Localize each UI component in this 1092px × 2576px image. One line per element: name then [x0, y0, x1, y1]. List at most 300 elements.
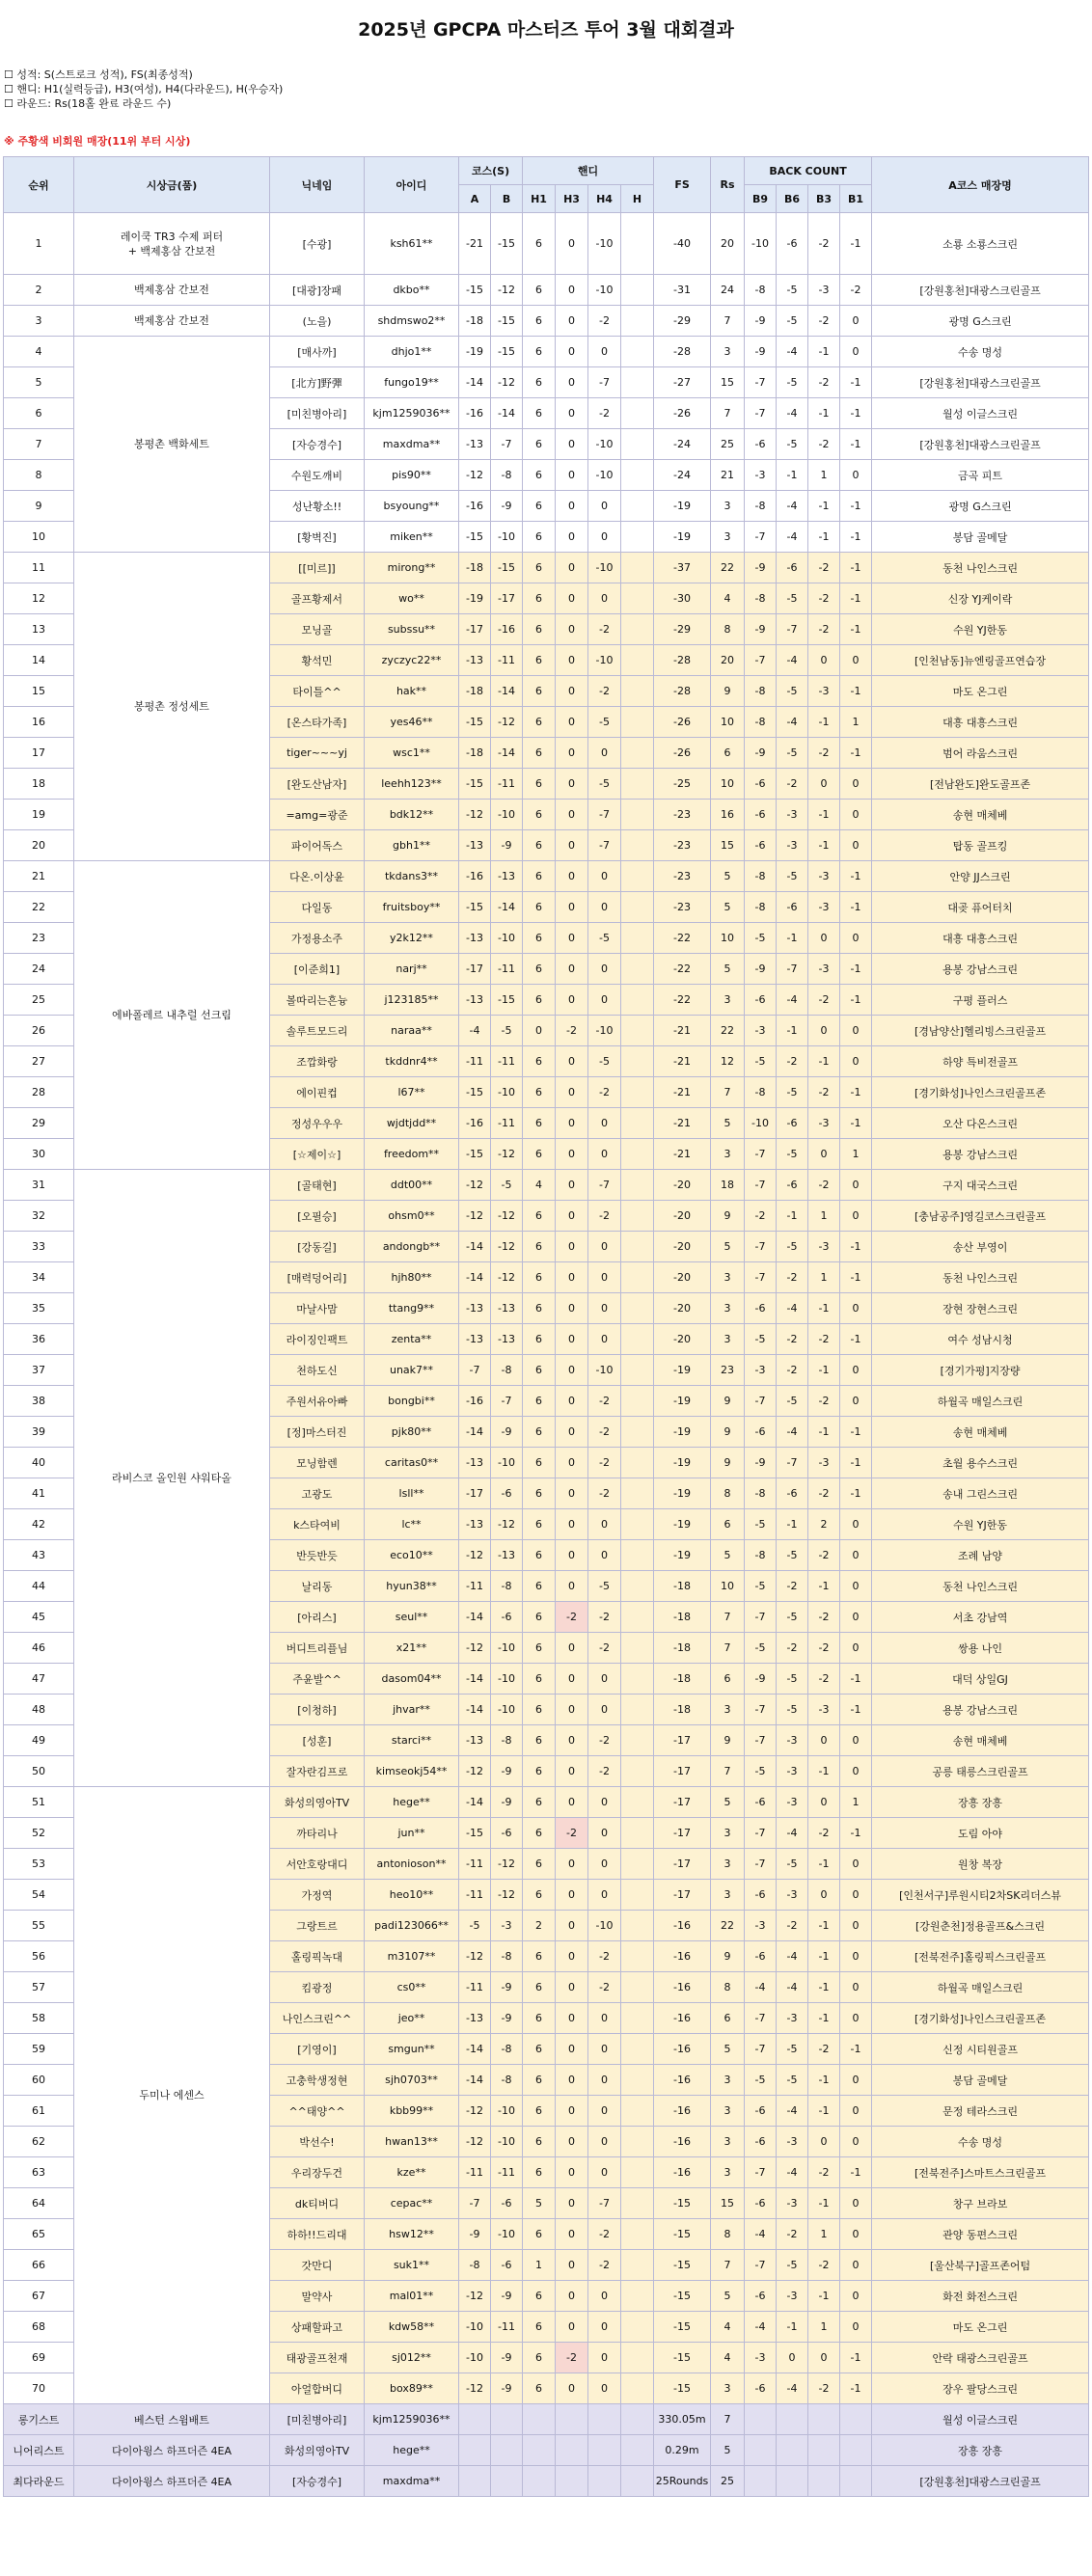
nickname-cell: 성난황소!!	[270, 491, 365, 522]
final-score-cell: -19	[654, 491, 711, 522]
store-cell: 송산 부영이	[872, 1232, 1089, 1262]
nickname-cell: 잘자란김프로	[270, 1756, 365, 1787]
handi-h-cell	[621, 1355, 654, 1386]
user-id-cell: l67**	[365, 1077, 459, 1108]
store-cell: 장흥 장흥	[872, 1787, 1089, 1818]
header-fs: FS	[654, 157, 711, 213]
backcount-b1-cell: 0	[840, 1509, 872, 1540]
store-cell: 장현 장현스크린	[872, 1293, 1089, 1324]
handi-h4-cell: -5	[588, 1571, 621, 1602]
handi-h-cell	[621, 707, 654, 738]
rank-cell: 47	[4, 1664, 74, 1695]
backcount-b1-cell: -1	[840, 553, 872, 583]
user-id-cell: leehh123**	[365, 769, 459, 800]
backcount-b3-cell: -2	[808, 1818, 840, 1849]
empty-cell	[621, 2404, 654, 2435]
rank-cell: 44	[4, 1571, 74, 1602]
backcount-b9-cell: -7	[745, 398, 777, 429]
score-b-cell: -15	[491, 213, 523, 275]
prize-cell	[74, 553, 270, 861]
handi-h1-cell: 6	[523, 2034, 556, 2065]
backcount-b6-cell: -4	[777, 1818, 808, 1849]
backcount-b9-cell: -7	[745, 2157, 777, 2188]
final-score-cell: -17	[654, 1756, 711, 1787]
score-b-cell: -12	[491, 1262, 523, 1293]
backcount-b1-cell: 0	[840, 769, 872, 800]
backcount-b1-cell: -1	[840, 1324, 872, 1355]
nickname-cell: [매사까]	[270, 337, 365, 367]
handi-h-cell	[621, 306, 654, 337]
rank-cell: 1	[4, 213, 74, 275]
backcount-b3-cell: 0	[808, 1787, 840, 1818]
backcount-b1-cell: -1	[840, 861, 872, 892]
backcount-b6-cell: -5	[777, 1540, 808, 1571]
backcount-b1-cell: 0	[840, 2003, 872, 2034]
score-a-cell: -9	[459, 2219, 491, 2250]
final-score-cell: -22	[654, 954, 711, 985]
empty-cell	[621, 2435, 654, 2466]
backcount-b9-cell: -5	[745, 1756, 777, 1787]
handi-h1-cell: 6	[523, 676, 556, 707]
backcount-b9-cell: -5	[745, 1509, 777, 1540]
score-b-cell: -5	[491, 1170, 523, 1201]
rank-cell: 3	[4, 306, 74, 337]
handi-h3-cell: 0	[556, 398, 588, 429]
user-id-cell: padi123066**	[365, 1911, 459, 1941]
backcount-b1-cell: -1	[840, 1664, 872, 1695]
empty-cell	[491, 2466, 523, 2497]
handi-h3-cell: 0	[556, 1478, 588, 1509]
nickname-cell: 킴광정	[270, 1972, 365, 2003]
final-score-cell: -17	[654, 1787, 711, 1818]
backcount-b3-cell: -3	[808, 1232, 840, 1262]
store-cell: 창구 브라보	[872, 2188, 1089, 2219]
store-cell: 마도 온그린	[872, 2312, 1089, 2343]
empty-cell	[459, 2466, 491, 2497]
handi-h1-cell: 0	[523, 1016, 556, 1046]
rounds-cell: 9	[711, 1386, 745, 1417]
rank-cell: 50	[4, 1756, 74, 1787]
prize-label: 봉평촌 백화세트	[134, 438, 209, 450]
handi-h-cell	[621, 429, 654, 460]
rounds-cell: 3	[711, 2096, 745, 2127]
rounds-cell: 5	[711, 1787, 745, 1818]
handi-h-cell	[621, 676, 654, 707]
rounds-cell: 3	[711, 2065, 745, 2096]
nickname-cell: [완도산남자]	[270, 769, 365, 800]
handi-h4-cell: 0	[588, 1787, 621, 1818]
score-a-cell: -18	[459, 676, 491, 707]
backcount-b6-cell: -1	[777, 1201, 808, 1232]
rounds-cell: 10	[711, 769, 745, 800]
handi-h-cell	[621, 830, 654, 861]
user-id-cell: eco10**	[365, 1540, 459, 1571]
score-a-cell: -11	[459, 2157, 491, 2188]
nickname-cell: 가정용소주	[270, 923, 365, 954]
handi-h3-cell: 0	[556, 2096, 588, 2127]
user-id-cell: maxdma**	[365, 429, 459, 460]
rounds-cell: 7	[711, 1077, 745, 1108]
nickname-cell: 볼따리는흔늉	[270, 985, 365, 1016]
backcount-b6-cell: -4	[777, 645, 808, 676]
handi-h4-cell: 0	[588, 522, 621, 553]
handi-h4-cell: 0	[588, 1293, 621, 1324]
rounds-cell: 23	[711, 1355, 745, 1386]
backcount-b6-cell: -2	[777, 1355, 808, 1386]
handi-h1-cell: 6	[523, 491, 556, 522]
handi-h4-cell: 0	[588, 2312, 621, 2343]
score-b-cell: -9	[491, 2343, 523, 2373]
backcount-b6-cell: -6	[777, 1108, 808, 1139]
backcount-b1-cell: -1	[840, 1108, 872, 1139]
nickname-cell: 솔루트모드리	[270, 1016, 365, 1046]
backcount-b6-cell: -3	[777, 800, 808, 830]
handi-h1-cell: 6	[523, 1633, 556, 1664]
backcount-b1-cell: 0	[840, 2127, 872, 2157]
backcount-b3-cell: -2	[808, 738, 840, 769]
handi-h3-cell: 0	[556, 676, 588, 707]
store-cell: 봉담 골메달	[872, 522, 1089, 553]
handi-h3-cell: -2	[556, 1818, 588, 1849]
backcount-b6-cell: -2	[777, 1911, 808, 1941]
rank-cell: 38	[4, 1386, 74, 1417]
rounds-cell: 4	[711, 2343, 745, 2373]
final-score-cell: -20	[654, 1324, 711, 1355]
rounds-cell: 20	[711, 645, 745, 676]
score-a-cell: -4	[459, 1016, 491, 1046]
rounds-cell: 7	[711, 1602, 745, 1633]
user-id-cell: jun**	[365, 1818, 459, 1849]
nickname-cell: [온스타가족]	[270, 707, 365, 738]
backcount-b9-cell: -9	[745, 954, 777, 985]
nickname-cell: [☆제이☆]	[270, 1139, 365, 1170]
store-cell: 동천 나인스크린	[872, 1262, 1089, 1293]
handi-h1-cell: 6	[523, 1417, 556, 1448]
backcount-b3-cell: -3	[808, 1108, 840, 1139]
header-store: A코스 매장명	[872, 157, 1089, 213]
special-award-row	[4, 2466, 1089, 2497]
score-b-cell: -13	[491, 1293, 523, 1324]
nickname-cell: 천하도신	[270, 1355, 365, 1386]
score-a-cell: -14	[459, 1417, 491, 1448]
handi-h4-cell: 0	[588, 1262, 621, 1293]
backcount-b1-cell: 0	[840, 1972, 872, 2003]
final-score-cell: -31	[654, 275, 711, 306]
score-a-cell: -17	[459, 614, 491, 645]
backcount-b3-cell: -1	[808, 522, 840, 553]
store-cell: 장우 팔당스크린	[872, 2373, 1089, 2404]
score-b-cell: -10	[491, 1664, 523, 1695]
handi-h3-cell: 0	[556, 306, 588, 337]
backcount-b6-cell: -3	[777, 2188, 808, 2219]
backcount-b1-cell: -1	[840, 1695, 872, 1725]
backcount-b9-cell: -4	[745, 1972, 777, 2003]
backcount-b3-cell: -3	[808, 676, 840, 707]
backcount-b9-cell: -5	[745, 1046, 777, 1077]
rounds-cell: 15	[711, 830, 745, 861]
final-score-cell: -17	[654, 1725, 711, 1756]
score-a-cell: -14	[459, 1602, 491, 1633]
rounds-cell: 22	[711, 1911, 745, 1941]
handi-h1-cell: 6	[523, 553, 556, 583]
handi-h4-cell: -2	[588, 2250, 621, 2281]
score-a-cell: -13	[459, 923, 491, 954]
score-b-cell: -7	[491, 429, 523, 460]
store-cell: 신장 YJ케이락	[872, 583, 1089, 614]
rank-cell: 25	[4, 985, 74, 1016]
user-id-cell: kdw58**	[365, 2312, 459, 2343]
backcount-b3-cell: -2	[808, 1540, 840, 1571]
rank-cell: 60	[4, 2065, 74, 2096]
handi-h1-cell: 6	[523, 1046, 556, 1077]
score-b-cell: -12	[491, 1232, 523, 1262]
score-a-cell: -19	[459, 337, 491, 367]
backcount-b1-cell: -1	[840, 429, 872, 460]
rank-cell: 22	[4, 892, 74, 923]
rank-cell: 5	[4, 367, 74, 398]
nickname-cell: ^^태양^^	[270, 2096, 365, 2127]
backcount-b1-cell: 0	[840, 1633, 872, 1664]
handi-h1-cell: 6	[523, 892, 556, 923]
nickname-cell: 말약사	[270, 2281, 365, 2312]
backcount-b9-cell: -9	[745, 553, 777, 583]
nickname-cell: [北方]野彈	[270, 367, 365, 398]
user-id-cell: unak7**	[365, 1355, 459, 1386]
backcount-b6-cell: -4	[777, 1417, 808, 1448]
rounds-cell: 3	[711, 1818, 745, 1849]
handi-h3-cell: -2	[556, 1016, 588, 1046]
score-b-cell: -9	[491, 1787, 523, 1818]
nickname-cell: 태광골프천재	[270, 2343, 365, 2373]
store-cell: 신정 시티원골프	[872, 2034, 1089, 2065]
backcount-b9-cell: -7	[745, 645, 777, 676]
backcount-b3-cell: -2	[808, 2034, 840, 2065]
prize-label: 에바폴레르 내추럴 선크림	[112, 1009, 232, 1021]
store-cell: [충남공주]영길코스크린골프	[872, 1201, 1089, 1232]
backcount-b9-cell: -7	[745, 1695, 777, 1725]
backcount-b3-cell: -2	[808, 1170, 840, 1201]
store-cell: 송현 매체베	[872, 1417, 1089, 1448]
handi-h1-cell: 6	[523, 1725, 556, 1756]
backcount-b9-cell: -7	[745, 1139, 777, 1170]
score-a-cell: -14	[459, 2034, 491, 2065]
backcount-b6-cell: -3	[777, 2003, 808, 2034]
score-b-cell: -9	[491, 2003, 523, 2034]
handi-h3-cell: 0	[556, 738, 588, 769]
backcount-b9-cell: -6	[745, 2281, 777, 2312]
nickname-cell: 수원도깨비	[270, 460, 365, 491]
backcount-b3-cell: -3	[808, 1695, 840, 1725]
rounds-cell: 3	[711, 337, 745, 367]
store-cell: 안락 태광스크린골프	[872, 2343, 1089, 2373]
backcount-b3-cell: -1	[808, 1046, 840, 1077]
nickname-cell: 우리장두건	[270, 2157, 365, 2188]
final-score-cell: -16	[654, 2096, 711, 2127]
handi-h1-cell: 6	[523, 1972, 556, 2003]
store-cell: [강원춘천]정용골프&스크린	[872, 1911, 1089, 1941]
handi-h3-cell: 0	[556, 645, 588, 676]
handi-h1-cell: 6	[523, 306, 556, 337]
backcount-b6-cell: -4	[777, 2157, 808, 2188]
store-cell: 수원 YJ한동	[872, 614, 1089, 645]
store-cell: 광명 G스크린	[872, 306, 1089, 337]
store-cell: 수송 명성	[872, 2127, 1089, 2157]
handi-h3-cell: 0	[556, 2065, 588, 2096]
backcount-b1-cell: 0	[840, 1602, 872, 1633]
backcount-b1-cell: -1	[840, 738, 872, 769]
backcount-b1-cell: -1	[840, 398, 872, 429]
rounds-cell: 15	[711, 367, 745, 398]
prize-cell	[74, 337, 270, 553]
rank-cell: 57	[4, 1972, 74, 2003]
user-id-cell: jeo**	[365, 2003, 459, 2034]
handi-h3-cell: 0	[556, 1633, 588, 1664]
user-id-cell: pis90**	[365, 460, 459, 491]
rank-cell: 62	[4, 2127, 74, 2157]
handi-h-cell	[621, 1324, 654, 1355]
handi-h4-cell: 0	[588, 1324, 621, 1355]
backcount-b9-cell: -8	[745, 707, 777, 738]
final-score-cell: -16	[654, 1911, 711, 1941]
handi-h-cell	[621, 1941, 654, 1972]
header-prize: 시상금(품)	[74, 157, 270, 213]
prize-label: 백제홍삼 간보전	[134, 314, 209, 327]
user-id-cell: bdk12**	[365, 800, 459, 830]
backcount-b3-cell: 0	[808, 645, 840, 676]
score-b-cell: -3	[491, 1911, 523, 1941]
handi-h3-cell: 0	[556, 830, 588, 861]
backcount-b1-cell: -1	[840, 1262, 872, 1293]
handi-h3-cell: 0	[556, 1849, 588, 1880]
backcount-b9-cell: -6	[745, 1787, 777, 1818]
nickname-cell: 마날사맘	[270, 1293, 365, 1324]
user-id-cell: cepac**	[365, 2188, 459, 2219]
final-score-cell: -19	[654, 1448, 711, 1478]
final-score-cell: -20	[654, 1232, 711, 1262]
backcount-b6-cell: -2	[777, 1633, 808, 1664]
backcount-b6-cell: -1	[777, 923, 808, 954]
handi-h3-cell: 0	[556, 2219, 588, 2250]
handi-h4-cell: 0	[588, 1818, 621, 1849]
backcount-b9-cell: -6	[745, 985, 777, 1016]
backcount-b3-cell: 0	[808, 769, 840, 800]
rank-cell: 29	[4, 1108, 74, 1139]
rank-cell: 17	[4, 738, 74, 769]
score-b-cell: -6	[491, 1818, 523, 1849]
handi-h1-cell: 6	[523, 985, 556, 1016]
backcount-b3-cell: 1	[808, 1262, 840, 1293]
backcount-b6-cell: -5	[777, 2250, 808, 2281]
handi-h3-cell: 0	[556, 1664, 588, 1695]
empty-cell	[808, 2435, 840, 2466]
handi-h4-cell: 0	[588, 1108, 621, 1139]
handi-h4-cell: 0	[588, 1232, 621, 1262]
handi-h-cell	[621, 398, 654, 429]
backcount-b3-cell: -1	[808, 1571, 840, 1602]
handi-h-cell	[621, 2003, 654, 2034]
rank-cell: 49	[4, 1725, 74, 1756]
score-b-cell: -16	[491, 614, 523, 645]
backcount-b3-cell: 0	[808, 1725, 840, 1756]
final-score-cell: -29	[654, 614, 711, 645]
table-row	[4, 553, 1089, 583]
rounds-cell: 5	[711, 861, 745, 892]
backcount-b3-cell: 0	[808, 923, 840, 954]
handi-h4-cell: -5	[588, 707, 621, 738]
backcount-b6-cell: -1	[777, 2312, 808, 2343]
handi-h3-cell: 0	[556, 2281, 588, 2312]
handi-h4-cell: -2	[588, 1941, 621, 1972]
backcount-b3-cell: -1	[808, 2188, 840, 2219]
handi-h1-cell: 6	[523, 583, 556, 614]
backcount-b3-cell: -3	[808, 892, 840, 923]
rank-cell: 36	[4, 1324, 74, 1355]
score-b-cell: -6	[491, 2250, 523, 2281]
score-a-cell: -13	[459, 830, 491, 861]
backcount-b1-cell: 0	[840, 1941, 872, 1972]
score-b-cell: -13	[491, 1540, 523, 1571]
user-id-cell: wjdtjdd**	[365, 1108, 459, 1139]
user-id-cell: narj**	[365, 954, 459, 985]
rounds-cell: 9	[711, 1201, 745, 1232]
final-score-cell: -21	[654, 1077, 711, 1108]
rounds-cell: 5	[711, 2435, 745, 2466]
final-score-cell: -30	[654, 583, 711, 614]
final-score-cell: -19	[654, 1417, 711, 1448]
rounds-cell: 3	[711, 1262, 745, 1293]
final-score-cell: -17	[654, 1880, 711, 1911]
user-id-cell: m3107**	[365, 1941, 459, 1972]
score-b-cell: -10	[491, 2219, 523, 2250]
backcount-b3-cell: 0	[808, 1016, 840, 1046]
rank-cell: 30	[4, 1139, 74, 1170]
final-score-cell: -28	[654, 337, 711, 367]
handi-h3-cell: 0	[556, 614, 588, 645]
handi-h4-cell: -10	[588, 460, 621, 491]
backcount-b1-cell: -1	[840, 1818, 872, 1849]
handi-h3-cell: 0	[556, 2188, 588, 2219]
handi-h3-cell: 0	[556, 1170, 588, 1201]
results-table	[3, 156, 1089, 2497]
rounds-cell: 22	[711, 553, 745, 583]
handi-h-cell	[621, 1540, 654, 1571]
handi-h4-cell: 0	[588, 491, 621, 522]
backcount-b6-cell: -5	[777, 1139, 808, 1170]
backcount-b1-cell: 0	[840, 1880, 872, 1911]
handi-h1-cell: 5	[523, 2188, 556, 2219]
handi-h1-cell: 6	[523, 1602, 556, 1633]
nickname-cell: 반듯반듯	[270, 1540, 365, 1571]
handi-h3-cell: 0	[556, 429, 588, 460]
store-cell: 문정 테라스크린	[872, 2096, 1089, 2127]
handi-h1-cell: 6	[523, 2373, 556, 2404]
backcount-b1-cell: 0	[840, 2096, 872, 2127]
rounds-cell: 10	[711, 923, 745, 954]
handi-h4-cell: 0	[588, 892, 621, 923]
handi-h-cell	[621, 2096, 654, 2127]
backcount-b3-cell: -2	[808, 583, 840, 614]
score-a-cell: -13	[459, 2003, 491, 2034]
score-b-cell: -9	[491, 1756, 523, 1787]
handi-h1-cell: 6	[523, 2343, 556, 2373]
backcount-b3-cell: -2	[808, 553, 840, 583]
header-b6: B6	[777, 185, 808, 213]
user-id-cell: mal01**	[365, 2281, 459, 2312]
handi-h3-cell: 0	[556, 1293, 588, 1324]
backcount-b6-cell: -5	[777, 1602, 808, 1633]
backcount-b3-cell: -1	[808, 2003, 840, 2034]
backcount-b3-cell: -2	[808, 1077, 840, 1108]
